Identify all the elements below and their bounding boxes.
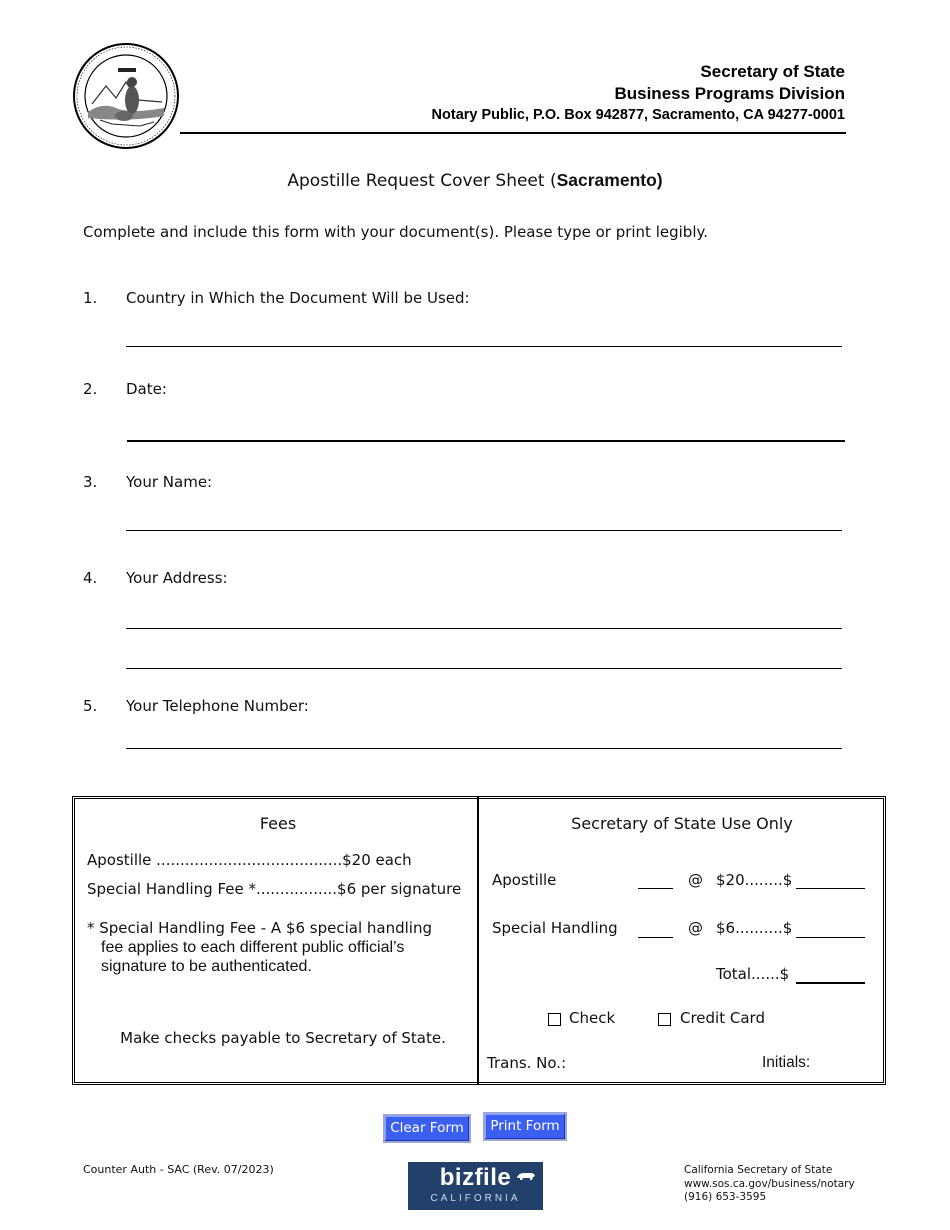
official-use-heading: Secretary of State Use Only: [571, 814, 793, 833]
print-form-button[interactable]: Print Form: [483, 1112, 567, 1141]
at-sign: @: [688, 871, 703, 889]
contact-website: www.sos.ca.gov/business/notary: [684, 1178, 855, 1190]
apostille-amount-line[interactable]: [796, 888, 865, 889]
address-input-line-1[interactable]: [126, 628, 842, 629]
fee-note-line: signature to be authenticated.: [101, 958, 312, 975]
special-amount-line[interactable]: [796, 937, 865, 938]
telephone-label: Your Telephone Number:: [126, 697, 309, 715]
name-input-line[interactable]: [126, 530, 842, 531]
header-rule: [180, 132, 846, 134]
date-input-line[interactable]: [127, 440, 845, 442]
total-amount-line[interactable]: [796, 982, 865, 984]
question-number: 3.: [83, 473, 98, 491]
apostille-rate: $20........$: [716, 871, 793, 889]
form-identifier: Counter Auth - SAC (Rev. 07/2023): [83, 1163, 274, 1176]
contact-phone: (916) 653-3595: [684, 1191, 767, 1203]
check-label: Check: [569, 1009, 616, 1027]
instructions: Complete and include this form with your document(s). Please type or print legibly.: [83, 223, 708, 241]
bear-icon: [516, 1170, 536, 1182]
fee-note-line: * Special Handling Fee - A $6 special handling: [87, 919, 433, 937]
official-special-label: Special Handling: [492, 919, 618, 937]
office-title: Secretary of State: [700, 62, 845, 81]
fees-heading: Fees: [259, 814, 297, 833]
trans-no-label: Trans. No.:: [487, 1054, 567, 1072]
initials-label: Initials:: [762, 1054, 811, 1071]
address-label: Your Address:: [126, 569, 228, 587]
question-number: 5.: [83, 697, 98, 715]
office-address: Notary Public, P.O. Box 942877, Sacramento, CA 94277-0001: [431, 107, 845, 123]
division-title: Business Programs Division: [614, 84, 845, 103]
fee-apostille: Apostille .......................................$20 each: [87, 851, 412, 869]
contact-office: California Secretary of State: [684, 1164, 833, 1176]
at-sign: @: [688, 919, 703, 937]
question-number: 4.: [83, 569, 98, 587]
official-apostille-label: Apostille: [492, 871, 557, 889]
question-number: 1.: [83, 289, 98, 307]
total-label: Total......$: [716, 965, 790, 983]
apostille-qty-line[interactable]: [638, 888, 673, 889]
credit-card-checkbox[interactable]: [658, 1013, 671, 1026]
date-label: Date:: [126, 380, 167, 398]
country-input-line[interactable]: [126, 346, 842, 347]
country-label: Country in Which the Document Will be Used:: [126, 289, 470, 307]
fee-note-line: fee applies to each different public official’s: [101, 939, 405, 956]
payable-note: Make checks payable to Secretary of State.: [120, 1029, 446, 1047]
state-seal: [72, 42, 180, 150]
page-title: Apostille Request Cover Sheet (Sacramento): [287, 170, 663, 191]
telephone-input-line[interactable]: [126, 748, 842, 749]
name-label: Your Name:: [126, 473, 213, 491]
special-qty-line[interactable]: [638, 937, 673, 938]
check-checkbox[interactable]: [548, 1013, 561, 1026]
special-rate: $6..........$: [716, 919, 793, 937]
bizfile-logo: bizfile CALIFORNIA: [408, 1162, 543, 1210]
clear-form-button[interactable]: Clear Form: [383, 1114, 471, 1143]
credit-card-label: Credit Card: [680, 1009, 765, 1027]
address-input-line-2[interactable]: [126, 668, 842, 669]
fee-special-handling: Special Handling Fee *.................$6 per signature: [87, 880, 462, 898]
question-number: 2.: [83, 380, 98, 398]
